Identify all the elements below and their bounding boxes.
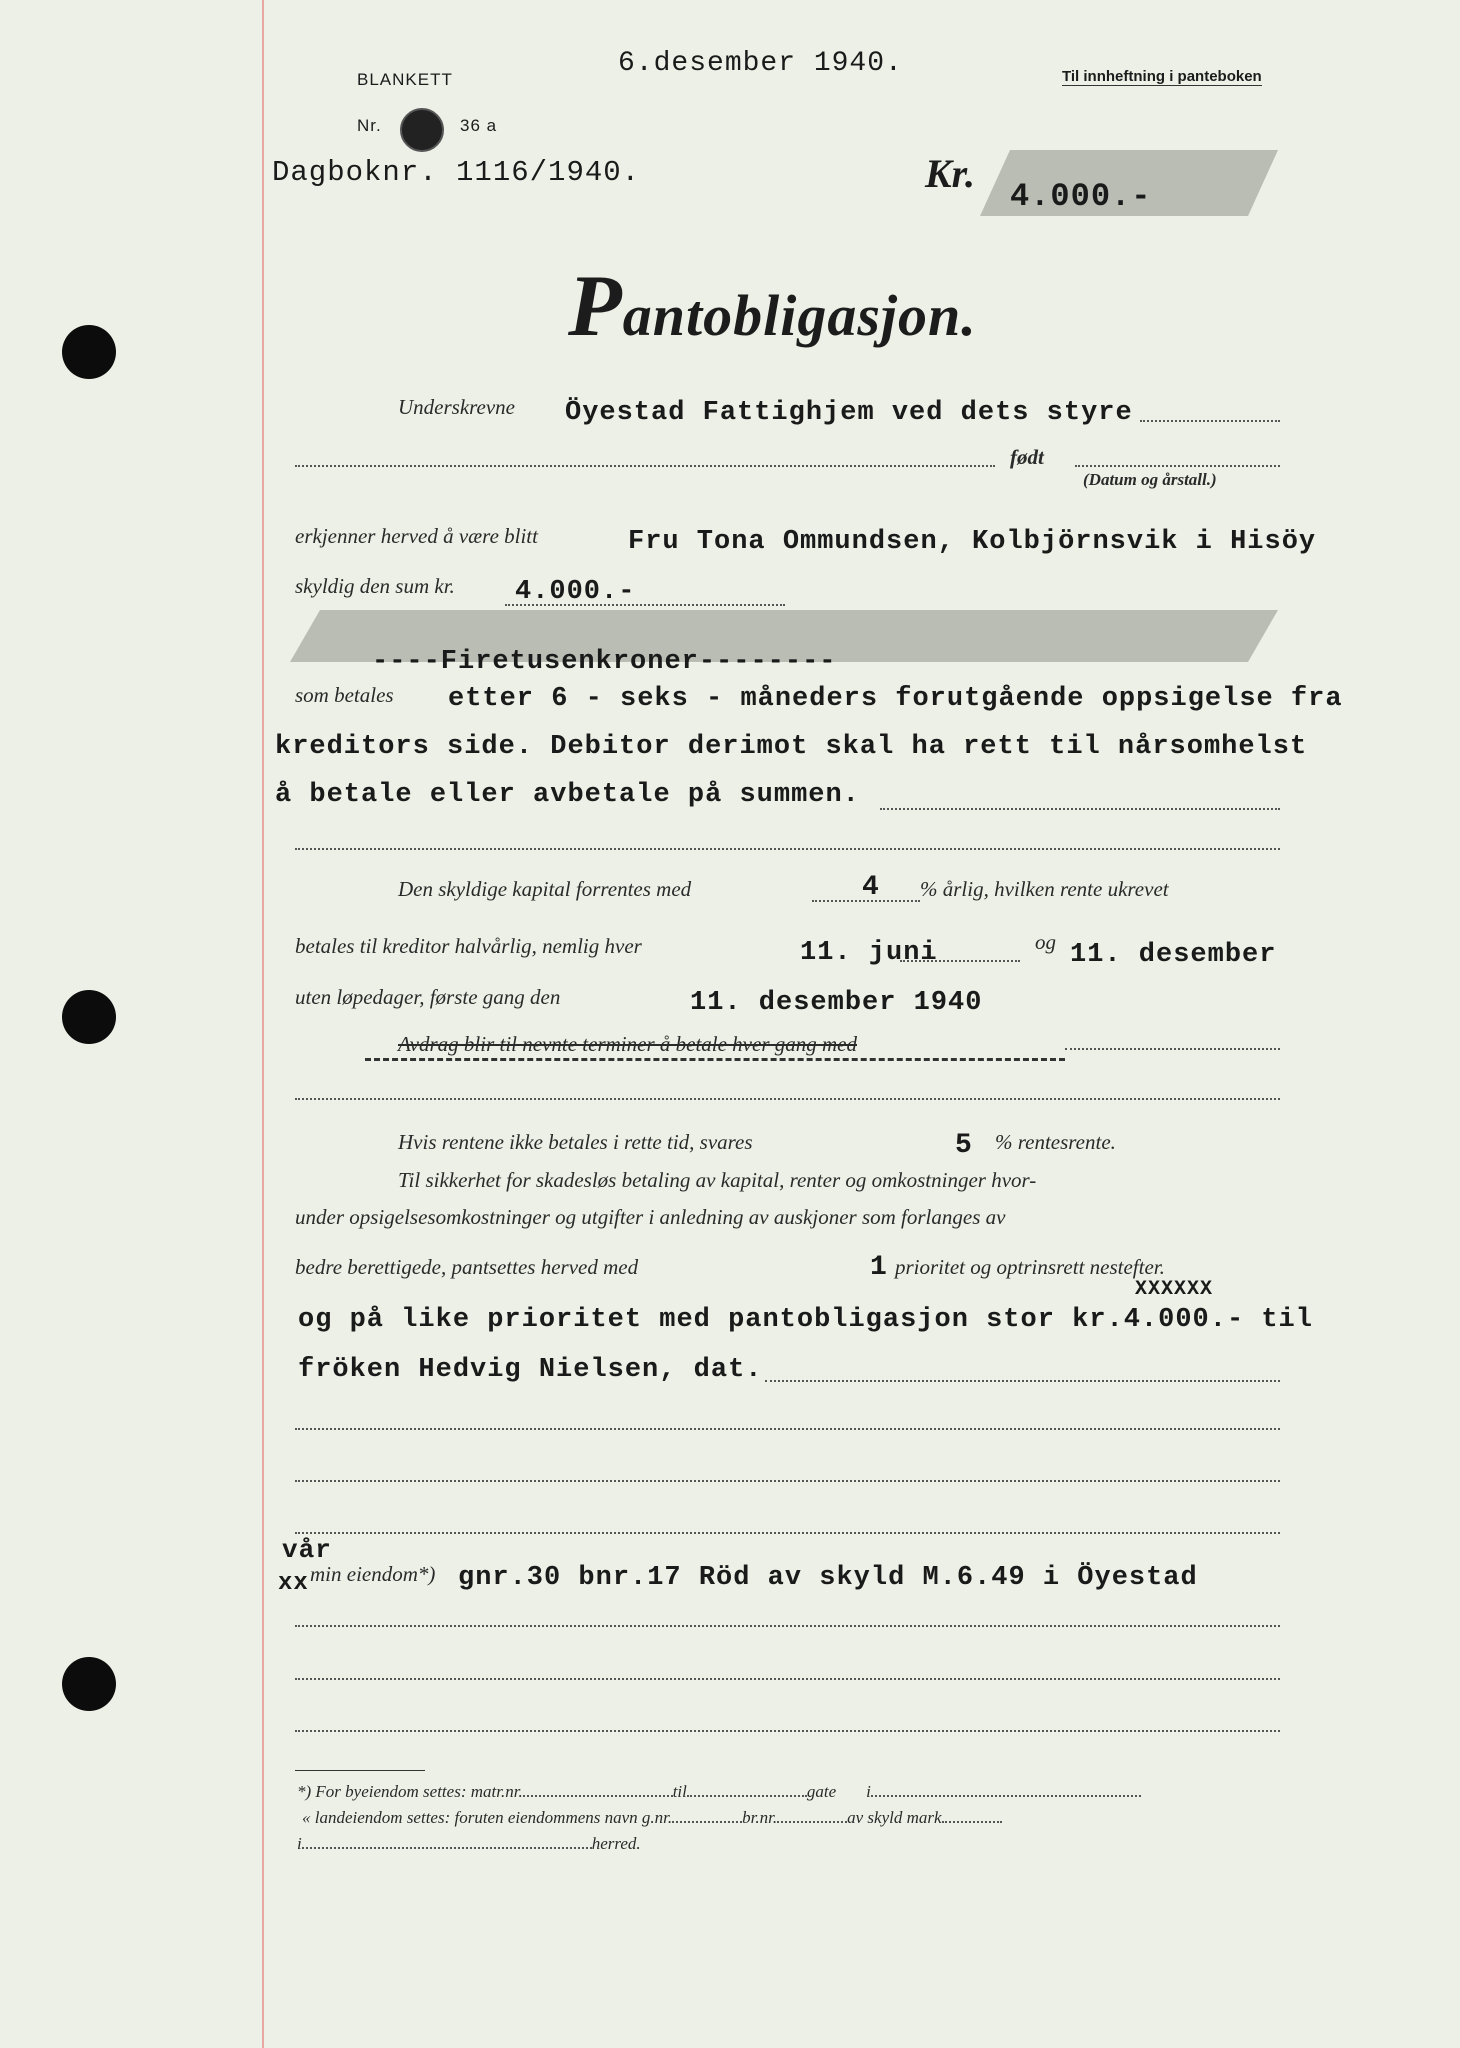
blankett-label: BLANKETT (357, 70, 453, 89)
var-label: vår (282, 1535, 332, 1565)
footnote-rule (295, 1770, 425, 1771)
footnote-2a: « landeiendom settes: foruten eiendommens navn g.nr. (302, 1808, 673, 1827)
own-property-label: min eiendom*) (310, 1562, 436, 1586)
header-amount: 4.000.- (1010, 178, 1152, 215)
footnote-line-1 (297, 1782, 1141, 1802)
dotted-line (900, 960, 1020, 962)
dotted-line (765, 1380, 1280, 1382)
dotted-line (1075, 465, 1280, 467)
dotted-line (295, 1098, 1280, 1100)
security-line-2: under opsigelsesomkostninger og utgifter i anledning av auskjoner som forlanges av (295, 1205, 1006, 1229)
binding-note: Til innheftning i panteboken (1062, 68, 1262, 85)
terms-line-1: etter 6 - seks - måneders forutgående oppsigelse fra (448, 684, 1343, 714)
punch-hole (62, 990, 116, 1044)
margin-rule (262, 0, 264, 2048)
debtor-name: Öyestad Fattighjem ved dets styre (565, 398, 1133, 428)
dotted-line (295, 1428, 1280, 1430)
interest-suffix: % årlig, hvilken rente ukrevet (920, 877, 1169, 901)
footnote-line-3 (297, 1834, 641, 1854)
struck-underline (365, 1058, 1065, 1061)
amount-in-words: ----Firetusenkroner-------- (372, 647, 837, 677)
interest-label: Den skyldige kapital forrentes med (398, 877, 692, 901)
title-rest: antobligasjon. (622, 283, 977, 348)
footnote-1d: i (866, 1782, 871, 1801)
acknowledge-label: erkjenner herved å være blitt (295, 524, 538, 548)
equal-priority-line-2: fröken Hedvig Nielsen, dat. (298, 1355, 763, 1385)
kr-label: Kr. (925, 151, 976, 196)
dotted-line (295, 465, 995, 467)
title-initial: P (568, 258, 623, 355)
footnote-2b: br.nr. (742, 1808, 778, 1827)
dotted-line (295, 1730, 1280, 1732)
and-label: og (1035, 930, 1056, 954)
dotted-line (1065, 1048, 1280, 1050)
punch-hole (62, 325, 116, 379)
journal-number: Dagboknr. 1116/1940. (272, 156, 641, 189)
footnote-1c: gate (806, 1782, 837, 1801)
royal-seal-icon (400, 108, 444, 152)
footnote-3b: herred. (591, 1834, 641, 1853)
footnote-1b: til (672, 1782, 687, 1801)
term-date-1: 11. juni (800, 938, 938, 968)
interest-rate: 4 (862, 872, 880, 903)
footnote-3a: i (297, 1834, 302, 1853)
owing-label: skyldig den sum kr. (295, 574, 455, 598)
creditor-name: Fru Tona Ommundsen, Kolbjörnsvik i Hisöy (628, 527, 1317, 557)
document-title (568, 256, 977, 357)
dotted-line (295, 1678, 1280, 1680)
owing-amount: 4.000.- (515, 577, 636, 607)
footnote-2c: av skyld mark (847, 1808, 942, 1827)
penalty-label: Hvis rentene ikke betales i rette tid, svares (398, 1130, 753, 1154)
priority-suffix: prioritet og optrinsrett nestefter. (895, 1255, 1165, 1279)
xx-label: xx (278, 1570, 309, 1597)
paid-label: som betales (295, 683, 394, 707)
dotted-line (880, 808, 1280, 810)
x-marks: XXXXXX (1135, 1278, 1214, 1301)
penalty-rate: 5 (955, 1130, 973, 1161)
security-line-3: bedre berettigede, pantsettes herved med (295, 1255, 639, 1279)
term-date-2: 11. desember (1070, 940, 1277, 970)
property-description: gnr.30 bnr.17 Röd av skyld M.6.49 i Öyestad (458, 1563, 1198, 1593)
nr-label: Nr. (357, 116, 382, 135)
born-label: født (1010, 445, 1044, 469)
dotted-line (295, 1480, 1280, 1482)
dotted-line (505, 604, 785, 606)
penalty-suffix: % rentesrente. (995, 1130, 1116, 1154)
document-date: 6.desember 1940. (618, 48, 903, 79)
priority-number: 1 (870, 1252, 888, 1283)
undersigned-label: Underskrevne (398, 395, 516, 419)
punch-hole (62, 1657, 116, 1711)
form-number: 36 a (460, 116, 498, 135)
paid-to-label: betales til kreditor halvårlig, nemlig hver (295, 934, 642, 958)
dotted-line (295, 848, 1280, 850)
security-line-1: Til sikkerhet for skadesløs betaling av kapital, renter og omkostninger hvor- (398, 1168, 1037, 1192)
dotted-line (295, 1625, 1280, 1627)
dotted-line (1140, 420, 1280, 422)
born-hint: (Datum og årstall.) (1083, 470, 1217, 489)
first-time-label: uten løpedager, første gang den (295, 985, 561, 1009)
dotted-line (295, 1532, 1280, 1534)
installments-struck: Avdrag blir til nevnte terminer å betale hver gang med (398, 1032, 857, 1056)
terms-line-3: å betale eller avbetale på summen. (275, 780, 860, 810)
footnote-line-2 (302, 1808, 1002, 1828)
terms-line-2: kreditors side. Debitor derimot skal ha rett til nårsomhelst (275, 732, 1308, 762)
footnote-1a: *) For byeiendom settes: matr.nr. (297, 1782, 523, 1801)
equal-priority-line-1: og på like prioritet med pantobligasjon stor kr.4.000.- til (298, 1305, 1313, 1335)
first-payment-date: 11. desember 1940 (690, 988, 983, 1018)
